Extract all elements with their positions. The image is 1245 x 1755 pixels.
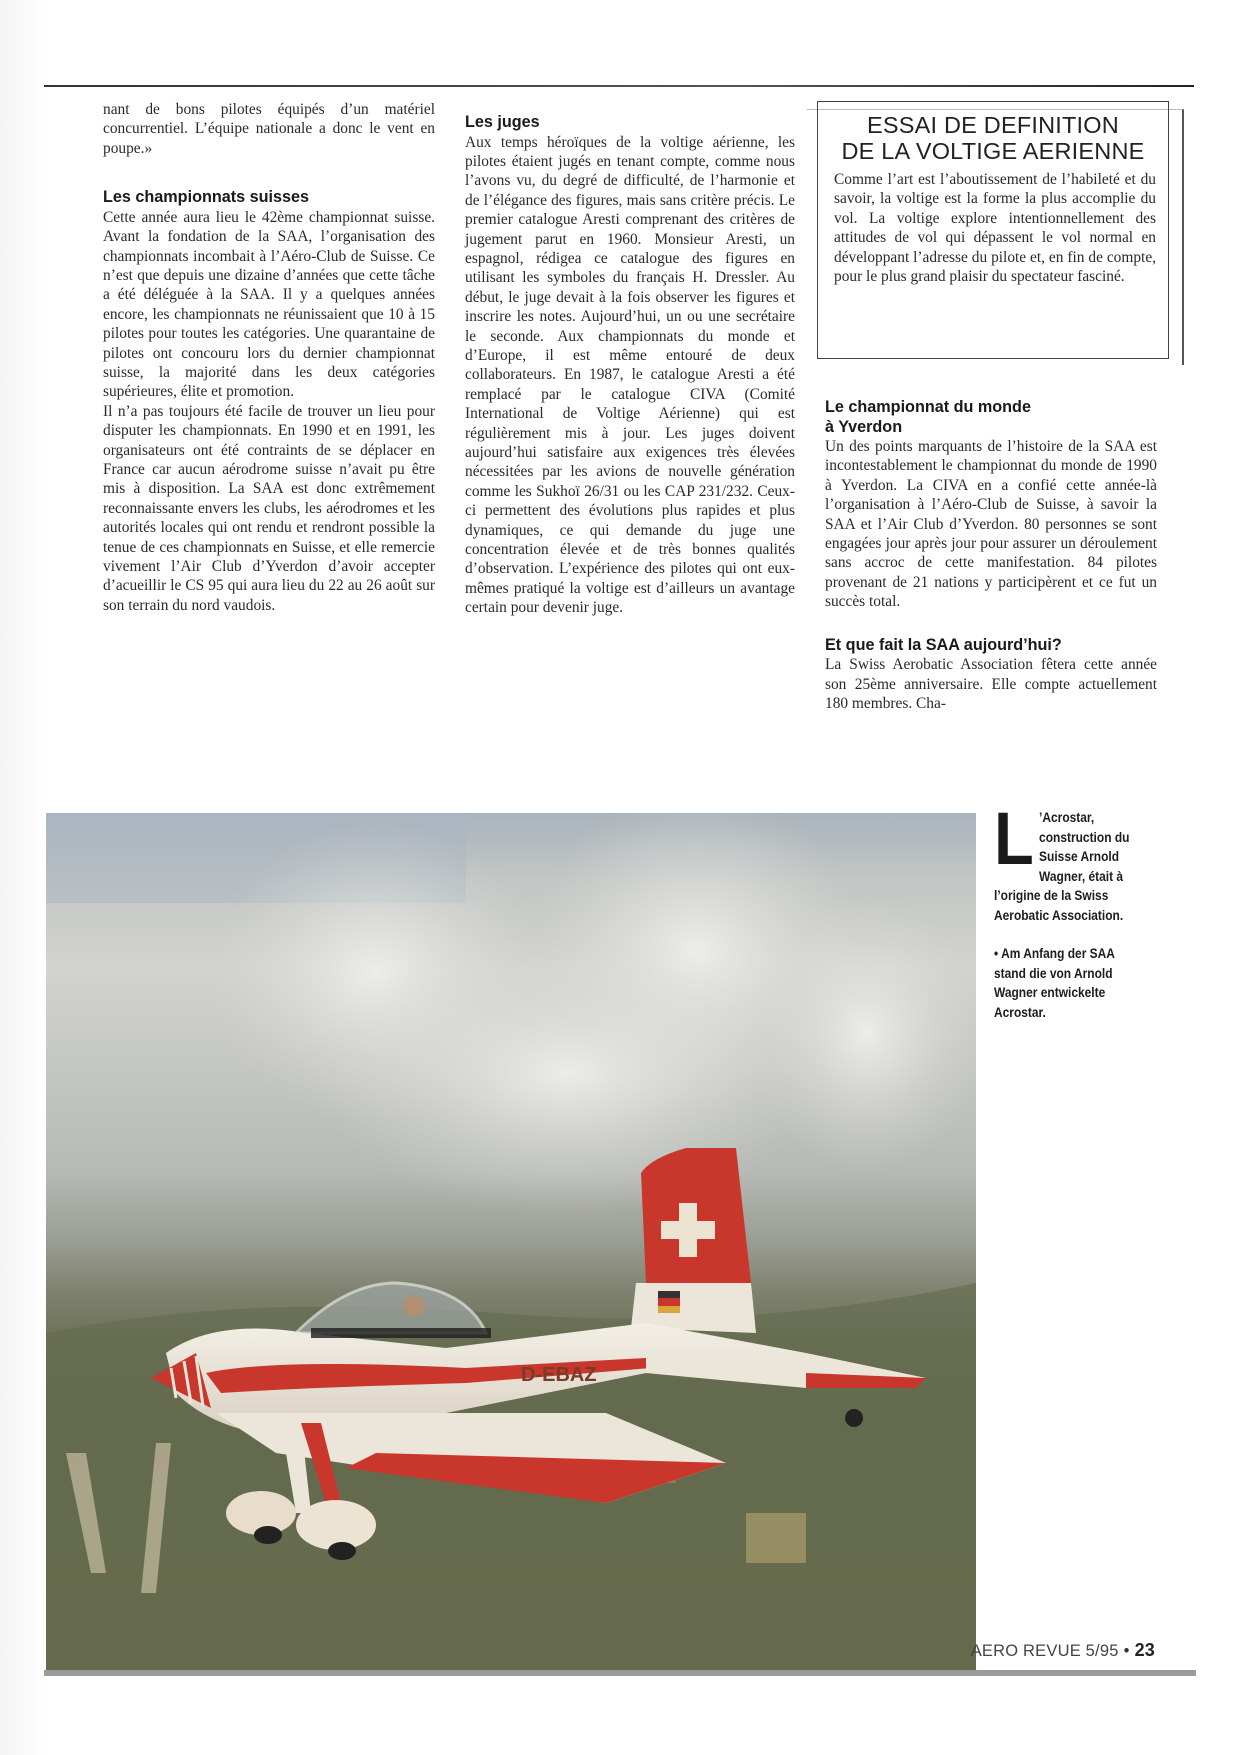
scan-page-edge — [0, 0, 44, 1755]
caption-french: ’Acrostar, construction du Suisse Arnold Wagner, était à l’origine de la Swiss Aerobatic Association. — [994, 810, 1130, 923]
heading-les-juges: Les juges — [465, 113, 540, 131]
cloud — [306, 933, 826, 1213]
heading-championnats-suisses: Les championnats suisses — [103, 188, 310, 207]
publication-name: AERO REVUE 5/95 — [970, 1642, 1119, 1660]
acrostar-photo — [46, 813, 976, 1671]
heading-saa-aujourdhui: Et que fait la SAA aujourd’hui? — [825, 635, 1062, 654]
footer-bullet: • — [1123, 1642, 1130, 1660]
intro-paragraph: nant de bons pilotes équipés d’un matériel concurrentiel. L’équipe nationale a donc le vent en poupe.» — [103, 101, 435, 157]
pilot-head — [403, 1295, 425, 1317]
paragraph-les-juges: Aux temps héroïques de la voltige aérienne, les pilotes étaient jugés en tenant compte, comme nous l’avons vu, du degré de difficulté, de l’harmonie et de l’élégance des figures, mais sans critère précis. Le premier catalogue Aresti comprenant des critères de jugement parut en 1960. Monsieur Aresti, un espagnol, rédigea ce catalogue des figures en utilisant les symboles du français H. Dressler. Au début, le juge devait à la fois observer les figures et inscrire les notes. Aujourd’hui, un ou une secrétaire le seconde. Aux championnats du monde et d’Europe, il est même entouré de deux collaborateurs. En 1987, le catalogue Aresti a été remplacé par le catalogue CIVA (Comité International de Voltige Aérienne) qui est régulièrement mis à jour. Les juges doivent aujourd’hui satisfaire aux exigences très élevées nécessitées par les avions de nouvelle génération comme les Sukhoï 26/31 ou les CAP 231/232. Ceux-ci permettent des évolutions plus rapides et plus dynamiques, ce qui demande du juge une concentration élevée et de très bonnes qualités d’observation. L’expérience des pilotes qui ont eux-mêmes pratiqué la voltige est d’ailleurs un avantage certain pour devenir juge. — [465, 133, 795, 617]
cloud — [746, 893, 976, 1173]
page-number: 23 — [1134, 1640, 1155, 1660]
header-rule — [44, 85, 1194, 87]
swiss-cross-horizontal — [661, 1221, 715, 1239]
heading-line-2: à Yverdon — [825, 417, 903, 436]
definition-sidebar-box — [817, 101, 1169, 359]
heading-line-1: Le championnat du monde — [825, 398, 1031, 416]
paragraph-saa-aujourdhui: La Swiss Aerobatic Association fêtera cette année son 25ème anniversaire. Elle compte actuellement 180 membres. Cha- — [825, 656, 1157, 712]
wheel — [254, 1526, 282, 1544]
caption-dropcap: L — [994, 797, 1034, 880]
sidebar-title-line-1: ESSAI DE DEFINITION — [867, 112, 1119, 138]
paragraph-championnats-2: Il n’a pas toujours été facile de trouver un lieu pour disputer les championnats. En 1990 et en 1991, les organisateurs ont été contraints de se déplacer en France car aucun aérodrome suisse n’avait pu être mis à disposition. La SAA est donc extrêmement reconnaissante envers les clubs, les aérodromes et les autorités locales qui ont rendu et rendront possible la tenue de ces championnats en Suisse, et elle remercie vivement l’Air Club d’Yverdon d’avoir accepter d’acueillir le CS 95 qui aura lieu du 22 au 26 août sur son terrain du nord vaudois. — [103, 402, 435, 614]
registration-mark: D-EBAZ — [521, 1364, 597, 1386]
sidebar-body: Comme l’art est l’aboutissement de l’habileté et du savoir, la voltige est la forme la plus accomplie du vol. La voltige explore intentionnellement des attitudes de vol qui dépassent le vol normal en développant l’adresse du pilote et, en fin de compte, pour le plus grand plaisir du spectateur fasciné. — [834, 171, 1156, 286]
footer-rule — [44, 1670, 1196, 1676]
cockpit-rim — [311, 1328, 491, 1338]
article-column-1 — [103, 100, 435, 615]
paragraph-championnats-1: Cette année aura lieu le 42ème championnat suisse. Avant la fondation de la SAA, l’organisation des championnats incombait à l’Aéro-Club de Suisse. Ce n’est que depuis une dizaine d’années que cette tâche a été déléguée à la SAA. Il y a quelques années encore, les championnats ne réunissaient que 10 à 15 pilotes pour toutes les catégories. Une quarantaine de pilotes ont concouru lors du dernier championnat suisse, la majorité dans les deux catégories supérieures, élite et promotion. — [103, 208, 435, 401]
photo-caption — [994, 797, 1135, 1022]
tail-wheel — [845, 1409, 863, 1427]
caption-german: • Am Anfang der SAA stand die von Arnold Wagner entwickelte Acrostar. — [994, 946, 1115, 1020]
article-column-3 — [825, 398, 1157, 713]
photo-illustration — [46, 813, 976, 1671]
wheel-fairing — [296, 1500, 376, 1550]
page-footer — [971, 1640, 1155, 1661]
heading-championnat-du-monde — [825, 398, 1157, 437]
field — [746, 1513, 806, 1563]
article-column-2 — [465, 113, 795, 618]
sidebar-title-line-2: DE LA VOLTIGE AERIENNE — [841, 138, 1145, 164]
wheel — [328, 1542, 356, 1560]
canopy — [296, 1283, 486, 1333]
paragraph-championnat-du-monde: Un des points marquants de l’histoire de la SAA est incontestablement le championnat du monde de 1990 à Yverdon. La CIVA en a confié cette année-là l’organisation à l’Aéro-Club de Suisse, à savoir la SAA et l’Air Club d’Yverdon. 80 personnes se sont engagées jour après jour pour assurer un déroulement sans accroc de cette manifestation. 84 pilotes provenant de 21 nations y participèrent et ce fut un succès total. — [825, 438, 1157, 611]
sidebar-title — [818, 112, 1168, 164]
